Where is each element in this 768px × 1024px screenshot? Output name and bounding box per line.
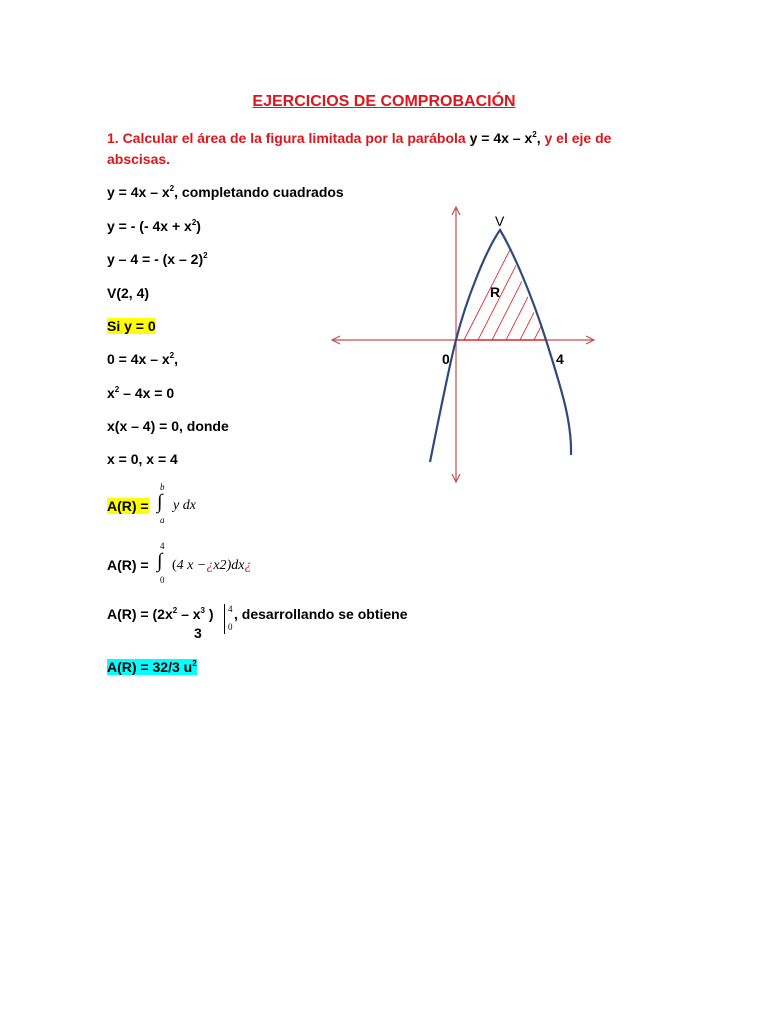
integral-2-label: A(R) = xyxy=(107,557,149,573)
step-3-exponent: 2 xyxy=(203,251,208,260)
integral-2-body-b: x2 xyxy=(213,558,227,573)
integral-1-symbol: ∫ xyxy=(157,491,163,513)
problem-comma: , xyxy=(536,130,541,146)
highlighted-condition: Si y = 0 xyxy=(107,318,156,334)
antiderivative-suffix: , desarrollando se obtiene xyxy=(234,606,408,622)
step-factored: x(x – 4) = 0, donde xyxy=(107,418,229,434)
result-exponent: 2 xyxy=(192,659,197,668)
step-7-var: x xyxy=(107,385,115,401)
step-7-text: – 4x = 0 xyxy=(119,385,175,401)
step-2-text: y = - (- 4x + x xyxy=(107,218,192,234)
integral-2-lower-limit: 0 xyxy=(160,575,165,585)
integral-1-lower-limit: a xyxy=(160,515,165,525)
integral-2-symbol: ∫ xyxy=(157,550,163,572)
step-7-exponent: 2 xyxy=(114,385,120,394)
step-roots: x = 0, x = 4 xyxy=(107,451,178,467)
step-vertex: V(2, 4) xyxy=(107,285,150,301)
evaluation-upper: 4 xyxy=(228,604,233,614)
result-text: A(R) = 32/3 u xyxy=(107,659,193,675)
parabola-curve xyxy=(430,230,571,462)
x-four-label: 4 xyxy=(556,351,564,367)
vertex-label: V xyxy=(495,213,505,229)
problem-text-red-2: y el eje de xyxy=(540,130,612,146)
step-6-suffix: , xyxy=(174,351,179,367)
antiderivative-exp-2: 3 xyxy=(200,606,205,615)
integral-2-upper-limit: 4 xyxy=(160,541,165,551)
integral-2-glyph-1: ¿ xyxy=(206,558,214,573)
antiderivative-minus-x: – x xyxy=(177,606,201,622)
integral-2-body-c: )dx xyxy=(226,558,245,573)
antiderivative-denominator: 3 xyxy=(194,625,202,641)
step-1-exponent: 2 xyxy=(169,184,175,193)
origin-label: 0 xyxy=(442,351,450,367)
problem-equation-exponent: 2 xyxy=(532,130,537,139)
problem-line-2: abscisas. xyxy=(107,151,171,167)
region-label: R xyxy=(490,284,501,300)
highlighted-area-label: A(R) = xyxy=(107,498,149,514)
step-2-exponent: 2 xyxy=(191,218,197,227)
step-1-text: y = 4x – x xyxy=(107,184,170,200)
antiderivative-close: ) xyxy=(205,606,214,622)
step-3-text: y – 4 = - (x – 2) xyxy=(107,251,204,267)
step-1-suffix: , completando cuadrados xyxy=(174,184,344,200)
integral-2-glyph-2: ¿ xyxy=(244,558,252,573)
integral-2-open-paren: ( xyxy=(172,558,177,573)
step-6-text: 0 = 4x – x xyxy=(107,351,170,367)
integral-1-upper-limit: b xyxy=(160,482,165,492)
integral-2-body-a: 4 x − xyxy=(176,558,207,573)
integral-1-body: y dx xyxy=(173,498,196,513)
problem-equation: y = 4x – x xyxy=(469,130,533,146)
antiderivative-exp-1: 2 xyxy=(172,606,178,615)
evaluation-lower: 0 xyxy=(228,622,233,632)
step-6-exponent: 2 xyxy=(169,351,175,360)
step-2-suffix: ) xyxy=(196,218,201,234)
problem-text-red: 1. Calcular el área de la figura limitada por la parábola xyxy=(107,130,470,146)
antiderivative-prefix: A(R) = (2x xyxy=(107,606,173,622)
page-title: EJERCICIOS DE COMPROBACIÓN xyxy=(252,93,516,110)
